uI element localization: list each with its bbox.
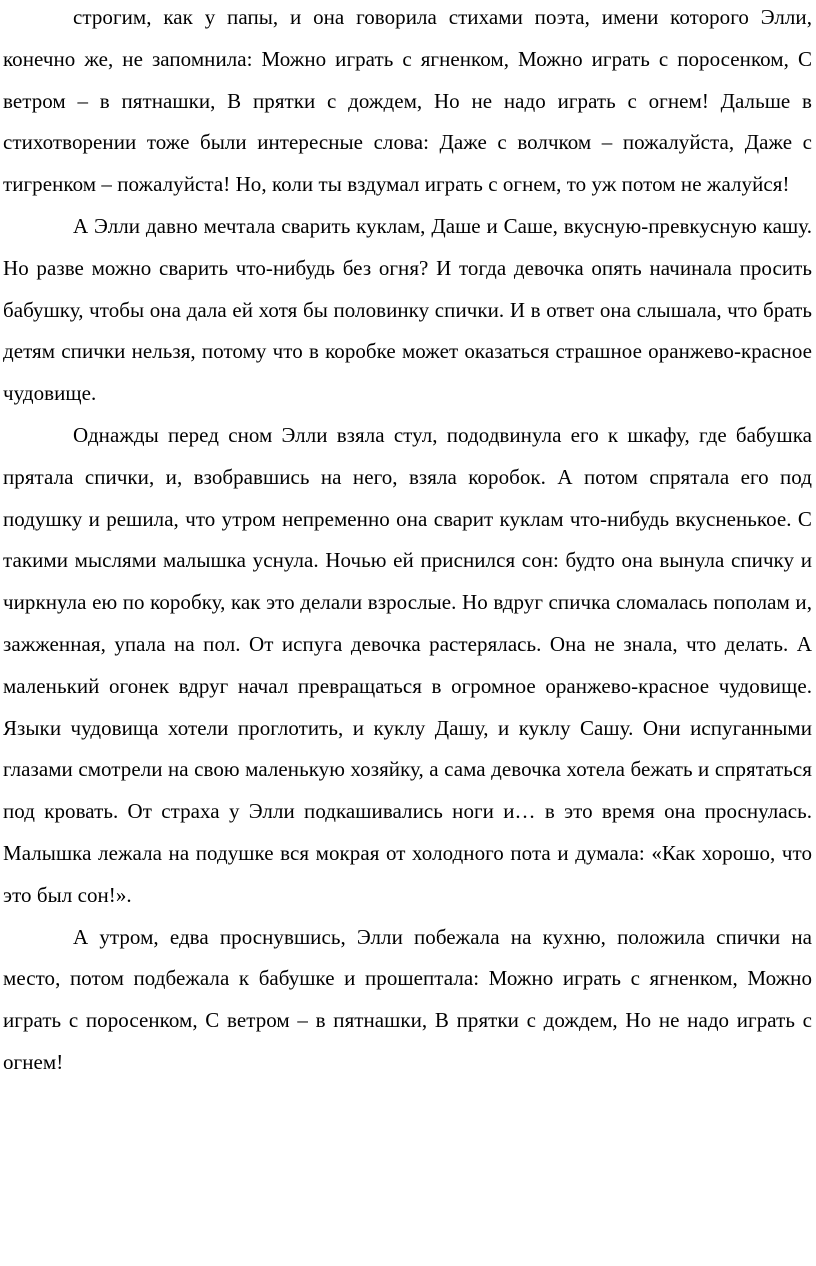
paragraph-4: А утром, едва проснувшись, Элли побежала на кухню, положила спички на место, потом подбежала к бабушке и прошептала: Можно играть с ягненком, Можно играть с поросенком, С ветром – в пятнашки, В прятки с дождем, Но не надо играть с огнем! bbox=[3, 924, 812, 1074]
paragraph-3: Однажды перед сном Элли взяла стул, пододвинула его к шкафу, где бабушка прятала спички, и, взобравшись на него, взяла коробок. А потом спрятала его под подушку и решила, что утром непременно она сварит куклам что-нибудь вкусненькое. С такими мыслями малышка уснула. Ночью ей приснился сон: будто она вынула спичку и чиркнула ею по коробку, как это делали взрослые. Но вдруг спичка сломалась пополам и, зажженная, упала на пол. От испуга девочка растерялась. Она не знала, что делать. А маленький огонек вдруг начал превращаться в огромное оранжево-красное чудовище. Языки чудовища хотели проглотить, и куклу Дашу, и куклу Сашу. Они испуганными глазами смотрели на свою маленькую хозяйку, а сама девочка хотела бежать и спрятаться под кровать. От страха у Элли подкашивались ноги и… в это время она проснулась. Малышка лежала на подушке вся мокрая от холодного пота и думала: «Как хорошо, что это был сон!». bbox=[3, 422, 812, 907]
paragraph-1: строгим, как у папы, и она говорила стихами поэта, имени которого Элли, конечно же, не запомнила: Можно играть с ягненком, Можно играть с поросенком, С ветром – в пятнашки, В прятки с дождем, Но не надо играть с огнем! Дальше в стихотворении тоже были интересные слова: Даже с волчком – пожалуйста, Даже с тигренком – пожалуйста! Но, коли ты вздумал играть с огнем, то уж потом не жалуйся! bbox=[3, 5, 812, 197]
paragraph-2: А Элли давно мечтала сварить куклам, Даше и Саше, вкусную-превкусную кашу. Но разве можно сварить что-нибудь без огня? И тогда девочка опять начинала просить бабушку, чтобы она дала ей хотя бы половинку спички. И в ответ она слышала, что брать детям спички нельзя, потому что в коробке может оказаться страшное оранжево-красное чудовище. bbox=[3, 213, 812, 406]
